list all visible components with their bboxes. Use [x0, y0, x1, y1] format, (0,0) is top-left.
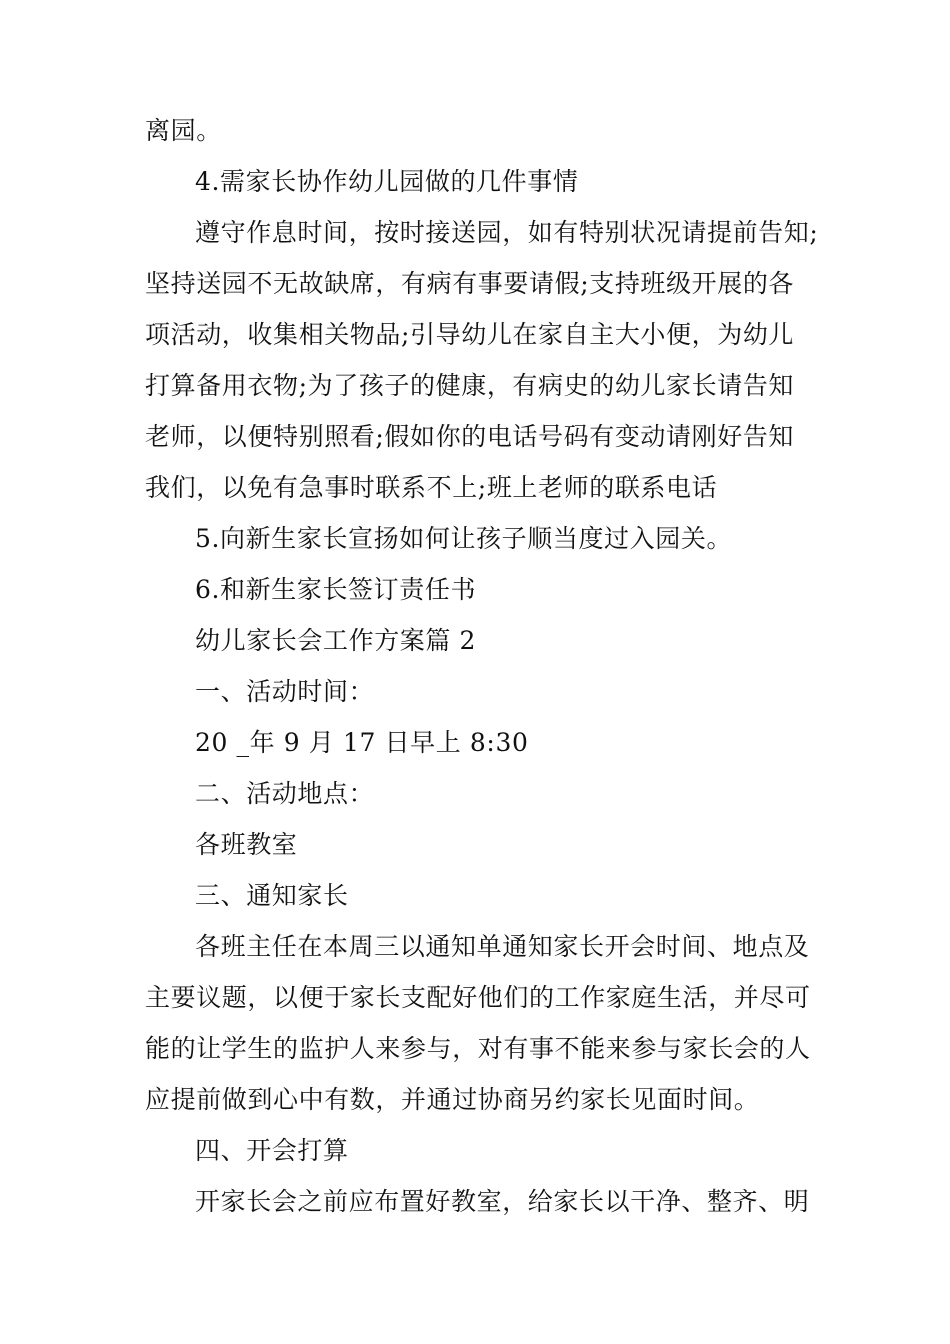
section-heading: 一、活动时间：	[195, 677, 375, 706]
section-heading: 4.需家长协作幼儿园做的几件事情	[195, 167, 579, 196]
section-heading: 四、开会打算	[195, 1136, 349, 1165]
paragraph-line: 开家长会之前应布置好教室，给家长以干净、整齐、明	[195, 1187, 810, 1216]
paragraph-line: 我们，以免有急事时联系不上;班上老师的联系电话	[145, 473, 718, 502]
paragraph-line: 坚持送园不无故缺席，有病有事要请假;支持班级开展的各	[145, 269, 795, 298]
paragraph-line: 离园。	[145, 116, 222, 145]
paragraph-line: 20 _年 9 月 17 日早上 8:30	[195, 728, 529, 757]
paragraph-line: 打算备用衣物;为了孩子的健康，有病史的幼儿家长请告知	[145, 371, 795, 400]
document-title: 幼儿家长会工作方案篇 2	[195, 626, 477, 655]
paragraph-line: 主要议题，以便于家长支配好他们的工作家庭生活，并尽可	[145, 983, 811, 1012]
section-heading: 6.和新生家长签订责任书	[195, 575, 477, 604]
paragraph-line: 老师，以便特别照看;假如你的电话号码有变动请刚好告知	[145, 422, 795, 451]
section-heading: 三、通知家长	[195, 881, 349, 910]
paragraph-line: 遵守作息时间，按时接送园，如有特别状况请提前告知;	[195, 218, 819, 247]
paragraph-line: 应提前做到心中有数，并通过协商另约家长见面时间。	[145, 1085, 760, 1114]
paragraph-line: 各班主任在本周三以通知单通知家长开会时间、地点及	[195, 932, 810, 961]
section-heading: 二、活动地点：	[195, 779, 375, 808]
paragraph-line: 能的让学生的监护人来参与，对有事不能来参与家长会的人	[145, 1034, 811, 1063]
section-heading: 5.向新生家长宣扬如何让孩子顺当度过入园关。	[195, 524, 733, 553]
paragraph-line: 项活动，收集相关物品;引导幼儿在家自主大小便，为幼儿	[145, 320, 795, 349]
paragraph-line: 各班教室	[195, 830, 298, 859]
